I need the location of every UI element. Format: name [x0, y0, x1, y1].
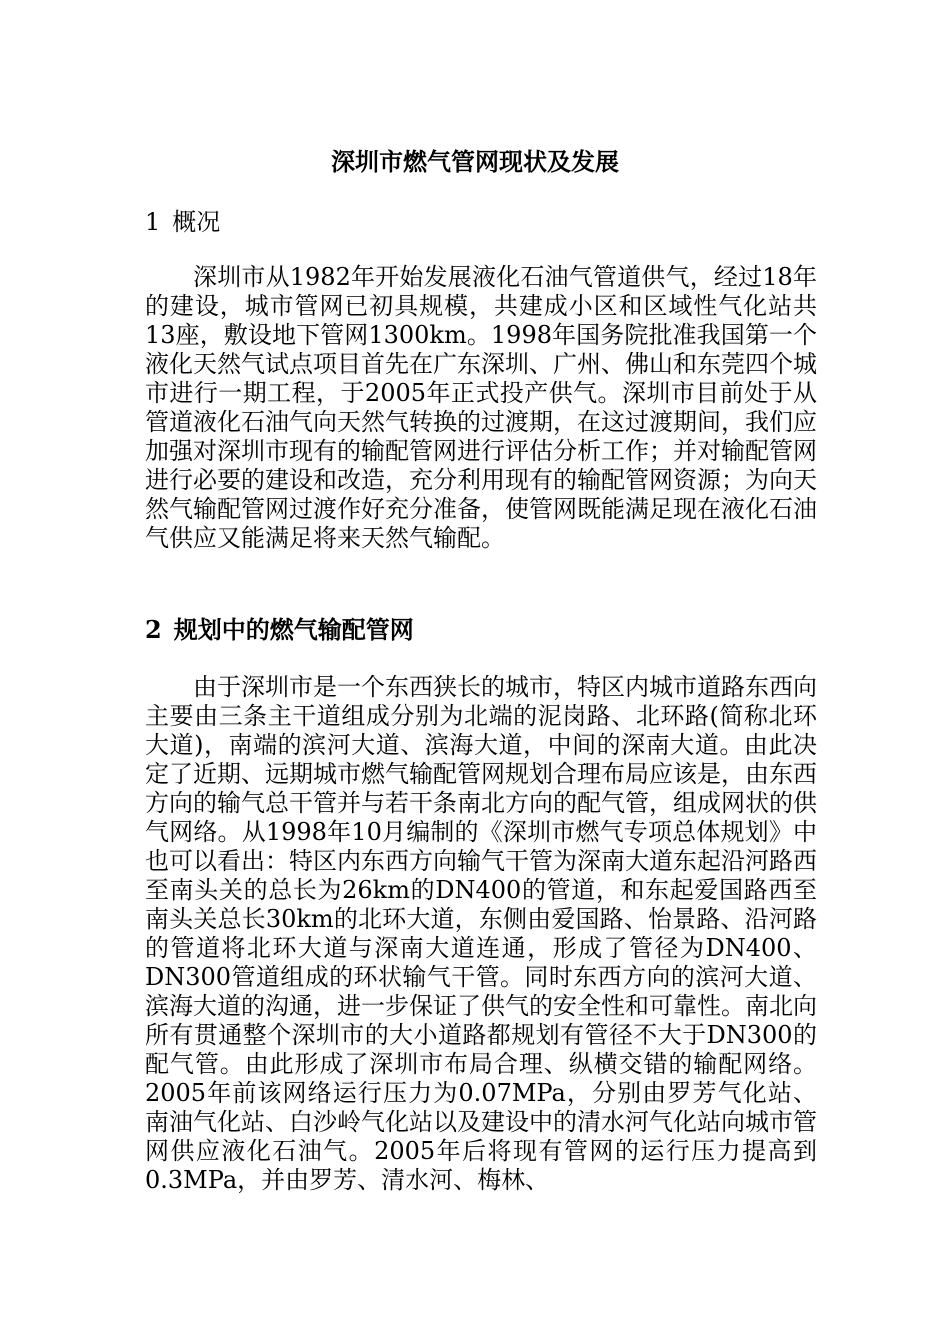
section-paragraph-overview: 深圳市从1982年开始发展液化石油气管道供气，经过18年的建设，城市管网已初具规模，共建成小区和区域性气化站共13座，敷设地下管网1300km。1998年国务院批准我国第一个液化天然气试点项目首先在广东深圳、广州、佛山和东莞四个城市进行一期工程，于2005年正式投产供气。深圳市目前处于从管道液化石油气向天然气转换的过渡期，在这过渡期间，我们应加强对深圳市现有的输配管网进行评估分析工作；并对输配管网进行必要的建设和改造，充分利用现有的输配管网资源；为向天然气输配管网过渡作好充分准备，使管网既能满足现在液化石油气供应又能满足将来天然气输配。 [145, 263, 817, 552]
section-title: 概况 [172, 208, 221, 236]
section-heading-overview [145, 206, 825, 238]
section-paragraph-planned-network: 由于深圳市是一个东西狭长的城市，特区内城市道路东西向主要由三条主干道组成分别为北端的泥岗路、北环路(简称北环大道)，南端的滨河大道、滨海大道，中间的深南大道。由此决定了近期、远期城市燃气输配管网规划合理布局应该是，由东西方向的输气总干管并与若干条南北方向的配气管，组成网状的供气网络。从1998年10月编制的《深圳市燃气专项总体规划》中也可以看出：特区内东西方向输气干管为深南大道东起沿河路西至南头关的总长为26km的DN400的管道，和东起爱国路西至南头关总长30km的北环大道，东侧由爱国路、怡景路、沿河路的管道将北环大道与深南大道连通，形成了管径为DN400、DN300管道组成的环状输气干管。同时东西方向的滨河大道、滨海大道的沟通，进一步保证了供气的安全性和可靠性。南北向所有贯通整个深圳市的大小道路都规划有管径不大于DN300的配气管。由此形成了深圳市布局合理、纵横交错的输配网络。2005年前该网络运行压力为0.07MPa，分别由罗芳气化站、南油气化站、白沙岭气化站以及建设中的清水河气化站向城市管网供应液化石油气。2005年后将现有管网的运行压力提高到0.3MPa，并由罗芳、清水河、梅林、 [145, 673, 817, 1194]
document-title: 深圳市燃气管网现状及发展 [331, 147, 619, 176]
section-heading-planned-network [145, 614, 825, 646]
section-number: 1 [145, 208, 161, 236]
section-number: 2 [145, 615, 162, 644]
section-title: 规划中的燃气输配管网 [173, 615, 414, 644]
